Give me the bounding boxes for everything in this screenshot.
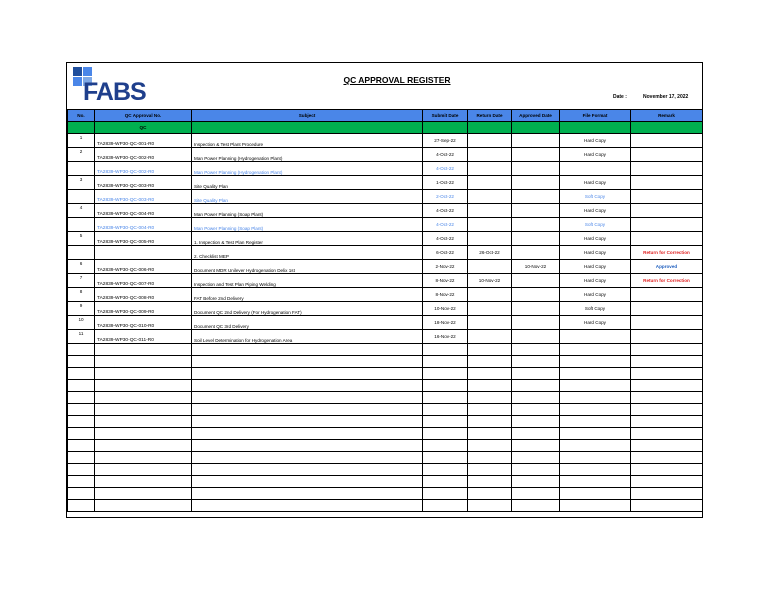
- cell-submit-date: 8-Nov-22: [423, 288, 468, 302]
- table-row: [68, 316, 703, 330]
- table-row: [68, 190, 703, 204]
- col-header-approved-date: Approved Date: [512, 110, 560, 122]
- cell-approved-date: [512, 246, 560, 260]
- empty-row: [68, 392, 703, 404]
- empty-cell: [192, 464, 423, 476]
- table-row: [68, 134, 703, 148]
- col-header-file-format: File Format: [560, 110, 631, 122]
- cell-remark: Return for Correction: [631, 274, 703, 288]
- cell-submit-date: 4-Oct-22: [423, 204, 468, 218]
- cell-no: [68, 162, 95, 176]
- section-cell: [631, 122, 703, 134]
- cell-no: 7: [68, 274, 95, 288]
- cell-approved-date: [512, 218, 560, 232]
- empty-cell: [468, 500, 512, 512]
- empty-cell: [468, 464, 512, 476]
- table-header-row: [68, 110, 703, 122]
- cell-qc-approval-no: TA2839-WP30-QC-003-R0: [95, 190, 192, 204]
- cell-remark: [631, 190, 703, 204]
- table-row: [68, 148, 703, 162]
- qc-register-table: [67, 109, 703, 512]
- cell-no: 4: [68, 204, 95, 218]
- empty-cell: [560, 344, 631, 356]
- empty-cell: [423, 416, 468, 428]
- empty-cell: [631, 464, 703, 476]
- col-header-subject: Subject: [192, 110, 423, 122]
- cell-remark: Approved: [631, 260, 703, 274]
- cell-approved-date: [512, 190, 560, 204]
- empty-row: [68, 368, 703, 380]
- cell-approved-date: 10-Nov-22: [512, 260, 560, 274]
- cell-return-date: [468, 190, 512, 204]
- table-row: [68, 218, 703, 232]
- empty-cell: [95, 368, 192, 380]
- empty-cell: [95, 476, 192, 488]
- cell-qc-approval-no: TA2839-WP30-QC-010-R0: [95, 316, 192, 330]
- cell-approved-date: [512, 204, 560, 218]
- empty-cell: [68, 452, 95, 464]
- empty-cell: [95, 344, 192, 356]
- cell-submit-date: 16-Nov-22: [423, 330, 468, 344]
- empty-cell: [560, 392, 631, 404]
- empty-cell: [68, 344, 95, 356]
- svg-text:FABS: FABS: [83, 78, 146, 103]
- col-header-return-date: Return Date: [468, 110, 512, 122]
- empty-cell: [192, 500, 423, 512]
- cell-file-format: Hard Copy: [560, 134, 631, 148]
- cell-file-format: Soft Copy: [560, 190, 631, 204]
- empty-cell: [512, 344, 560, 356]
- empty-cell: [631, 344, 703, 356]
- empty-cell: [68, 464, 95, 476]
- empty-cell: [95, 464, 192, 476]
- table-row: [68, 246, 703, 260]
- cell-qc-approval-no: TA2839-WP30-QC-009-R0: [95, 302, 192, 316]
- cell-subject: Man Power Planning (Soap Plant): [192, 218, 423, 232]
- empty-cell: [512, 488, 560, 500]
- cell-file-format: Hard Copy: [560, 316, 631, 330]
- empty-row: [68, 476, 703, 488]
- cell-remark: [631, 288, 703, 302]
- empty-cell: [468, 404, 512, 416]
- empty-cell: [68, 404, 95, 416]
- empty-cell: [512, 500, 560, 512]
- col-header-no: No.: [68, 110, 95, 122]
- section-label: QC: [95, 122, 192, 134]
- cell-no: 3: [68, 176, 95, 190]
- cell-qc-approval-no: TA2839-WP30-QC-011-R0: [95, 330, 192, 344]
- empty-row: [68, 440, 703, 452]
- cell-no: 2: [68, 148, 95, 162]
- table-row: [68, 204, 703, 218]
- empty-cell: [423, 344, 468, 356]
- empty-cell: [468, 368, 512, 380]
- empty-cell: [468, 476, 512, 488]
- empty-cell: [192, 428, 423, 440]
- empty-cell: [423, 356, 468, 368]
- cell-submit-date: 6-Oct-22: [423, 246, 468, 260]
- empty-row: [68, 428, 703, 440]
- empty-cell: [68, 380, 95, 392]
- cell-return-date: [468, 232, 512, 246]
- section-cell: [192, 122, 423, 134]
- empty-cell: [560, 500, 631, 512]
- col-header-submit-date: Submit Date: [423, 110, 468, 122]
- empty-cell: [512, 380, 560, 392]
- empty-cell: [560, 404, 631, 416]
- cell-qc-approval-no: TA2839-WP30-QC-004-R0: [95, 218, 192, 232]
- empty-cell: [512, 428, 560, 440]
- empty-cell: [68, 428, 95, 440]
- empty-cell: [95, 428, 192, 440]
- empty-cell: [512, 476, 560, 488]
- page-title: QC APPROVAL REGISTER: [343, 75, 451, 85]
- cell-no: 11: [68, 330, 95, 344]
- date-label: Date :: [613, 94, 627, 100]
- cell-approved-date: [512, 148, 560, 162]
- empty-cell: [468, 344, 512, 356]
- cell-file-format: Hard Copy: [560, 232, 631, 246]
- empty-cell: [423, 464, 468, 476]
- empty-cell: [423, 404, 468, 416]
- cell-return-date: [468, 316, 512, 330]
- empty-row: [68, 464, 703, 476]
- empty-row: [68, 380, 703, 392]
- empty-cell: [95, 440, 192, 452]
- cell-approved-date: [512, 288, 560, 302]
- empty-cell: [468, 356, 512, 368]
- cell-submit-date: 10-Nov-22: [423, 302, 468, 316]
- empty-cell: [423, 380, 468, 392]
- cell-remark: [631, 232, 703, 246]
- table-row: [68, 176, 703, 190]
- empty-cell: [95, 452, 192, 464]
- empty-cell: [468, 452, 512, 464]
- empty-cell: [631, 416, 703, 428]
- sheet-header: [67, 63, 702, 109]
- cell-return-date: [468, 176, 512, 190]
- empty-cell: [95, 392, 192, 404]
- empty-row: [68, 404, 703, 416]
- cell-remark: [631, 148, 703, 162]
- cell-submit-date: 1-Oct-22: [423, 176, 468, 190]
- cell-no: [68, 246, 95, 260]
- empty-cell: [192, 488, 423, 500]
- empty-cell: [68, 476, 95, 488]
- cell-no: 9: [68, 302, 95, 316]
- cell-approved-date: [512, 302, 560, 316]
- empty-cell: [631, 476, 703, 488]
- cell-return-date: [468, 204, 512, 218]
- cell-subject: Site Quality Plan: [192, 190, 423, 204]
- empty-cell: [512, 404, 560, 416]
- cell-submit-date: 27-Sep-22: [423, 134, 468, 148]
- table-row: [68, 232, 703, 246]
- cell-subject: Document MDR Unilever Hydrogenation Delix 1st: [192, 260, 423, 274]
- cell-return-date: [468, 162, 512, 176]
- empty-cell: [95, 500, 192, 512]
- empty-cell: [423, 368, 468, 380]
- empty-row: [68, 344, 703, 356]
- cell-no: 5: [68, 232, 95, 246]
- cell-file-format: Hard Copy: [560, 288, 631, 302]
- empty-cell: [631, 488, 703, 500]
- empty-cell: [512, 440, 560, 452]
- col-header-remark: Remark: [631, 110, 703, 122]
- cell-return-date: 26-Oct-22: [468, 246, 512, 260]
- cell-qc-approval-no: TA2839-WP30-QC-004-R0: [95, 204, 192, 218]
- empty-cell: [95, 488, 192, 500]
- empty-cell: [631, 440, 703, 452]
- cell-subject: FAT Before 2nd Delivery: [192, 288, 423, 302]
- cell-qc-approval-no: TA2839-WP30-QC-001-R0: [95, 134, 192, 148]
- empty-cell: [560, 428, 631, 440]
- cell-no: 6: [68, 260, 95, 274]
- empty-cell: [560, 464, 631, 476]
- empty-cell: [192, 416, 423, 428]
- cell-subject: Man Power Planning (Hydrogenation Plant): [192, 148, 423, 162]
- empty-cell: [631, 368, 703, 380]
- cell-file-format: Hard Copy: [560, 176, 631, 190]
- empty-cell: [192, 404, 423, 416]
- cell-file-format: Soft Copy: [560, 218, 631, 232]
- cell-remark: [631, 218, 703, 232]
- empty-cell: [631, 500, 703, 512]
- empty-cell: [192, 356, 423, 368]
- empty-cell: [512, 416, 560, 428]
- cell-remark: [631, 176, 703, 190]
- cell-no: 1: [68, 134, 95, 148]
- cell-subject: Inspection and Test Plan Piping Welding: [192, 274, 423, 288]
- cell-subject: Inspection & Test Plant Procedure: [192, 134, 423, 148]
- cell-submit-date: 4-Oct-22: [423, 148, 468, 162]
- empty-cell: [560, 368, 631, 380]
- table-row: [68, 260, 703, 274]
- empty-cell: [468, 488, 512, 500]
- empty-row: [68, 488, 703, 500]
- cell-approved-date: [512, 134, 560, 148]
- table-row: [68, 302, 703, 316]
- cell-no: 10: [68, 316, 95, 330]
- empty-cell: [192, 344, 423, 356]
- empty-cell: [95, 416, 192, 428]
- cell-no: 8: [68, 288, 95, 302]
- empty-cell: [560, 380, 631, 392]
- cell-approved-date: [512, 316, 560, 330]
- empty-row: [68, 356, 703, 368]
- empty-cell: [512, 392, 560, 404]
- cell-subject: Site Quality Plan: [192, 176, 423, 190]
- cell-return-date: [468, 148, 512, 162]
- empty-cell: [423, 428, 468, 440]
- empty-cell: [192, 368, 423, 380]
- cell-remark: [631, 134, 703, 148]
- cell-qc-approval-no: TA2839-WP30-QC-008-R0: [95, 288, 192, 302]
- cell-no: [68, 190, 95, 204]
- table-row: [68, 274, 703, 288]
- cell-return-date: [468, 288, 512, 302]
- table-row: [68, 162, 703, 176]
- empty-cell: [95, 404, 192, 416]
- cell-file-format: Hard Copy: [560, 204, 631, 218]
- cell-submit-date: 4-Oct-22: [423, 232, 468, 246]
- empty-cell: [560, 416, 631, 428]
- cell-subject: 2. Checklist MEP: [192, 246, 423, 260]
- cell-return-date: [468, 218, 512, 232]
- empty-cell: [192, 476, 423, 488]
- empty-cell: [468, 380, 512, 392]
- col-header-qc-approval-no: QC Approval No.: [95, 110, 192, 122]
- section-row: [68, 122, 703, 134]
- section-cell: [423, 122, 468, 134]
- empty-cell: [423, 500, 468, 512]
- cell-submit-date: 18-Nov-22: [423, 316, 468, 330]
- cell-approved-date: [512, 274, 560, 288]
- empty-cell: [68, 416, 95, 428]
- cell-remark: [631, 330, 703, 344]
- empty-cell: [512, 464, 560, 476]
- cell-return-date: 10-Nov-22: [468, 274, 512, 288]
- empty-cell: [631, 428, 703, 440]
- cell-qc-approval-no: TA2839-WP30-QC-005-R0: [95, 232, 192, 246]
- cell-qc-approval-no: TA2839-WP30-QC-003-R0: [95, 176, 192, 190]
- cell-approved-date: [512, 330, 560, 344]
- cell-subject: Soil Level Determination for Hydrogenation Area: [192, 330, 423, 344]
- cell-file-format: [560, 330, 631, 344]
- empty-cell: [560, 356, 631, 368]
- cell-subject: Man Power Planning (Hydrogenation Plant): [192, 162, 423, 176]
- empty-cell: [631, 392, 703, 404]
- date-value: November 17, 2022: [643, 94, 689, 100]
- cell-submit-date: 2-Oct-22: [423, 190, 468, 204]
- empty-row: [68, 500, 703, 512]
- empty-cell: [423, 392, 468, 404]
- empty-cell: [512, 368, 560, 380]
- empty-cell: [631, 380, 703, 392]
- empty-cell: [631, 404, 703, 416]
- empty-cell: [560, 440, 631, 452]
- empty-cell: [68, 500, 95, 512]
- cell-remark: [631, 204, 703, 218]
- empty-cell: [68, 356, 95, 368]
- cell-submit-date: 4-Oct-22: [423, 218, 468, 232]
- cell-remark: [631, 302, 703, 316]
- table-row: [68, 330, 703, 344]
- register-sheet: [66, 62, 703, 518]
- empty-cell: [423, 452, 468, 464]
- cell-qc-approval-no: TA2839-WP30-QC-006-R0: [95, 260, 192, 274]
- cell-file-format: Hard Copy: [560, 246, 631, 260]
- cell-file-format: Hard Copy: [560, 148, 631, 162]
- cell-submit-date: 8-Nov-22: [423, 274, 468, 288]
- cell-subject: Man Power Planning (Soap Plant): [192, 204, 423, 218]
- empty-cell: [560, 452, 631, 464]
- cell-remark: [631, 162, 703, 176]
- empty-cell: [68, 440, 95, 452]
- empty-cell: [68, 488, 95, 500]
- empty-cell: [468, 428, 512, 440]
- cell-qc-approval-no: TA2839-WP30-QC-007-R0: [95, 274, 192, 288]
- empty-cell: [512, 452, 560, 464]
- empty-row: [68, 452, 703, 464]
- empty-cell: [560, 488, 631, 500]
- cell-return-date: [468, 330, 512, 344]
- empty-row: [68, 416, 703, 428]
- empty-cell: [423, 440, 468, 452]
- cell-qc-approval-no: [95, 246, 192, 260]
- cell-return-date: [468, 302, 512, 316]
- empty-cell: [631, 452, 703, 464]
- empty-cell: [423, 476, 468, 488]
- empty-cell: [423, 488, 468, 500]
- empty-cell: [192, 392, 423, 404]
- empty-cell: [192, 452, 423, 464]
- cell-file-format: [560, 162, 631, 176]
- section-cell: [68, 122, 95, 134]
- section-cell: [468, 122, 512, 134]
- cell-approved-date: [512, 162, 560, 176]
- cell-submit-date: 4-Oct-22: [423, 162, 468, 176]
- fabs-logo: [73, 67, 153, 103]
- cell-qc-approval-no: TA2839-WP30-QC-002-R0: [95, 148, 192, 162]
- cell-subject: Document QC 3rd Delivery: [192, 316, 423, 330]
- cell-file-format: Hard Copy: [560, 274, 631, 288]
- table-row: [68, 288, 703, 302]
- empty-cell: [560, 476, 631, 488]
- empty-cell: [95, 356, 192, 368]
- cell-remark: [631, 316, 703, 330]
- empty-cell: [468, 416, 512, 428]
- fabs-squares-logo-icon: [73, 67, 153, 103]
- empty-cell: [631, 356, 703, 368]
- empty-cell: [192, 440, 423, 452]
- cell-return-date: [468, 260, 512, 274]
- cell-submit-date: 2-Nov-22: [423, 260, 468, 274]
- cell-qc-approval-no: TA2839-WP30-QC-002-R0: [95, 162, 192, 176]
- empty-cell: [95, 380, 192, 392]
- cell-return-date: [468, 134, 512, 148]
- empty-cell: [192, 380, 423, 392]
- section-cell: [560, 122, 631, 134]
- empty-cell: [468, 440, 512, 452]
- cell-approved-date: [512, 176, 560, 190]
- empty-cell: [68, 368, 95, 380]
- cell-no: [68, 218, 95, 232]
- cell-remark: Return for Correction: [631, 246, 703, 260]
- cell-approved-date: [512, 232, 560, 246]
- empty-cell: [468, 392, 512, 404]
- cell-file-format: Hard Copy: [560, 260, 631, 274]
- cell-subject: 1. Inspection & Test Plan Register: [192, 232, 423, 246]
- cell-subject: Document QC 2nd Delivery (For Hydrogenation FAT): [192, 302, 423, 316]
- empty-cell: [68, 392, 95, 404]
- cell-file-format: Soft Copy: [560, 302, 631, 316]
- empty-cell: [512, 356, 560, 368]
- section-cell: [512, 122, 560, 134]
